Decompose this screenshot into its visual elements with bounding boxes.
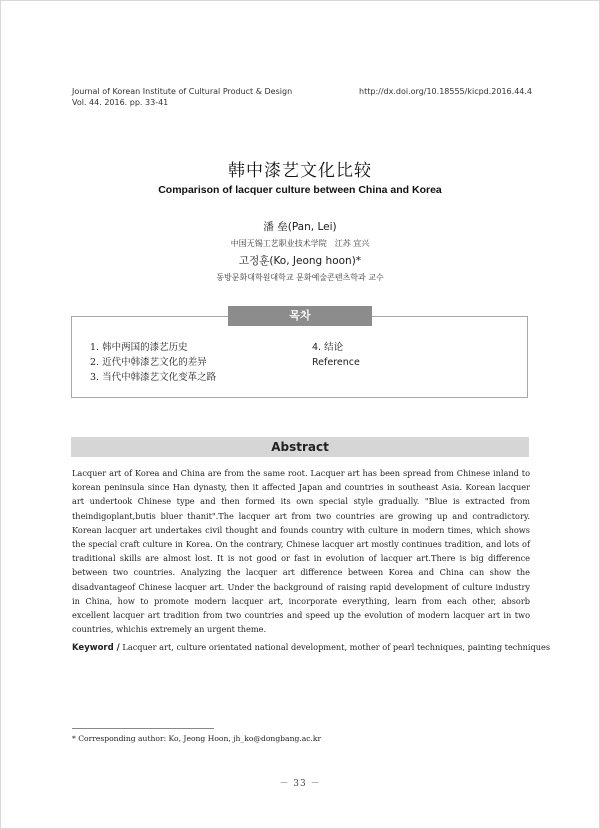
toc-item[interactable]: Reference xyxy=(312,357,360,368)
author-affiliation-2: 동방문화대학원대학교 문화예술콘텐츠학과 교수 xyxy=(216,273,384,282)
title-chinese: 韩中漆艺文化比较 xyxy=(228,161,372,181)
abstract-text: Lacquer art of Korea and China are from the same root. Lacquer art has been spread from Chinese inland to korean peninsula since Han dynasty, then it affected Japan and countries in southeast Asia. Korean lacquer art undertook Chinese type and then formed its own special style gradually. "Blue is extracted from theindigoplant,butis bluer thanit".The lacquer art from two countries are growing up and contradictory. Korean lacquer art undertakes civil thought and founds country with culture in modern times, which shows the special craft culture in Korea. On the contrary, Chinese lacquer art mostly continues tradition, and lots of traditional skills are almost lost. It is not good or fast in evolution of lacquer art.There is big difference between two countries. Analyzing the lacquer art difference between Korea and China can show the disadvantageof Chinese lacquer art. Under the background of raising rapid development of culture industry in China, how to promote modern lacquer art, incorporate everything, learn from each other, absorb excellent lacquer art tradition from two countries and speed up the evolution of modern lacquer art in two countries, whichis extremely an urgent theme. xyxy=(72,468,530,635)
toc-item[interactable]: 4. 结论 xyxy=(312,342,344,353)
author-name-2: 고정훈(Ko, Jeong hoon)* xyxy=(238,255,362,267)
page-number: － 33 － xyxy=(279,779,321,789)
author-affiliation-1: 中国无锡工艺职业技术学院 江苏 宜兴 xyxy=(230,239,370,248)
footnote-divider xyxy=(72,728,214,729)
toc-item[interactable]: 1. 韩中两国的漆艺历史 xyxy=(90,342,188,353)
journal-name: Journal of Korean Institute of Cultural Product & Design xyxy=(72,87,293,96)
journal-volume: Vol. 44. 2016. pp. 33-41 xyxy=(72,98,169,107)
keywords xyxy=(72,641,551,654)
author-name-1: 潘 垒(Pan, Lei) xyxy=(263,221,337,233)
doi-link[interactable]: http://dx.doi.org/10.18555/kicpd.2016.44.4 xyxy=(359,87,532,96)
toc-item[interactable]: 2. 近代中韩漆艺文化的差异 xyxy=(90,357,207,368)
keyword-text: Lacquer art, culture orientated national development, mother of pearl techniques, painting techniques xyxy=(122,642,551,652)
toc-right-column xyxy=(312,340,360,370)
toc-left-column xyxy=(90,340,216,385)
keyword-label: Keyword / xyxy=(72,643,120,653)
toc-heading: 목차 xyxy=(228,306,372,326)
title-english: Comparison of lacquer culture between China and Korea xyxy=(158,184,442,196)
toc-item[interactable]: 3. 当代中韩漆艺文化变革之路 xyxy=(90,372,217,383)
abstract-heading: Abstract xyxy=(71,437,529,457)
footnote: * Corresponding author: Ko, Jeong Hoon, jh_ko@dongbang.ac.kr xyxy=(72,734,322,743)
journal-info xyxy=(72,86,342,108)
